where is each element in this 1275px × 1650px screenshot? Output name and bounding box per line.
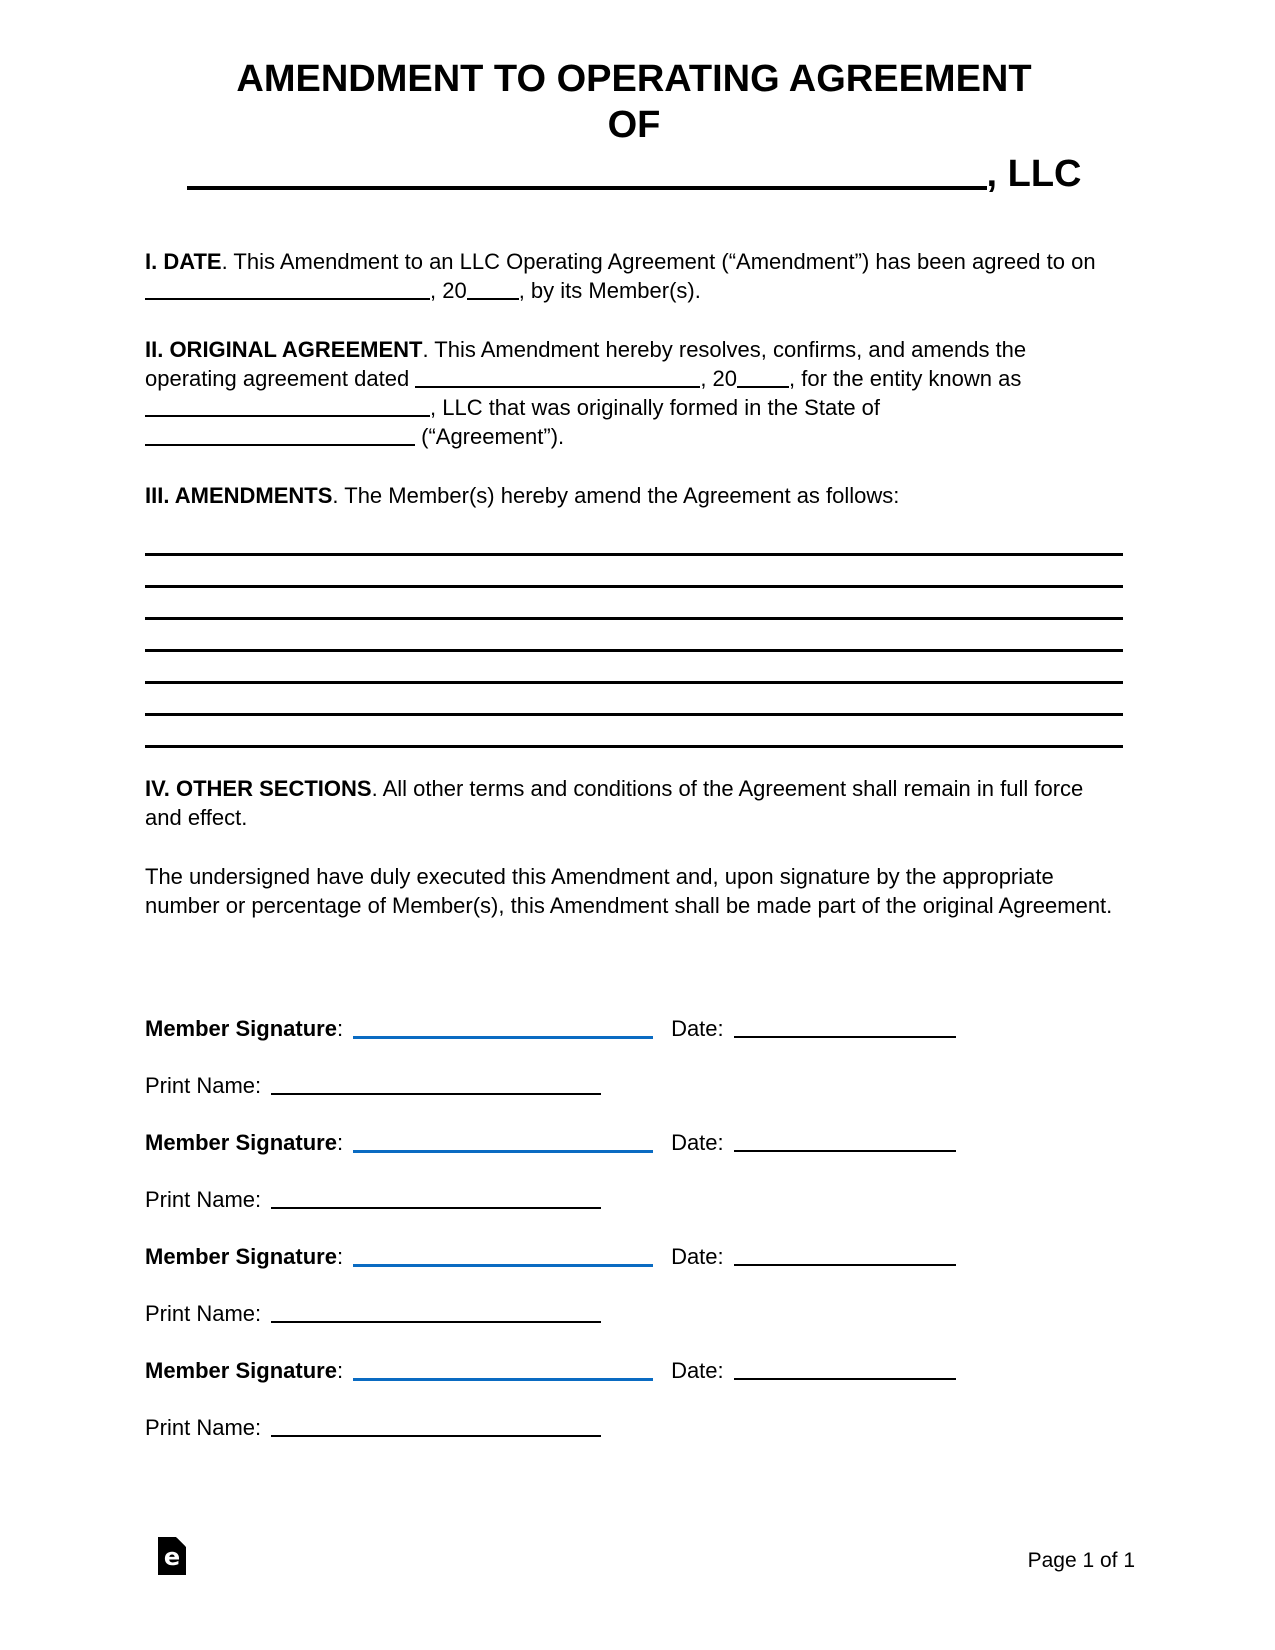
print-name-label: Print Name:	[145, 1415, 262, 1440]
document-title-line-2: OF	[607, 104, 661, 146]
company-name-field[interactable]	[187, 148, 987, 190]
print-name-field-4[interactable]	[271, 1413, 601, 1437]
amendment-lines	[145, 524, 1123, 748]
original-agreement-date-field[interactable]	[415, 364, 700, 388]
member-signature-row-1	[145, 1014, 1123, 1043]
member-signature-field-4[interactable]	[353, 1356, 653, 1381]
section-original-agreement-text-3: , for the entity known as	[789, 366, 1022, 391]
print-name-field-2[interactable]	[271, 1185, 601, 1209]
section-amendments-text-1: . The Member(s) hereby amend the Agreement as follows:	[332, 483, 900, 508]
member-signature-colon: :	[336, 1358, 344, 1383]
section-date-text-1: . This Amendment to an LLC Operating Agreement (“Amendment”) has been agreed to on	[221, 249, 1096, 274]
section-original-agreement	[145, 335, 1123, 451]
member-signature-field-3[interactable]	[353, 1242, 653, 1267]
member-signature-label: Member Signature	[145, 1016, 337, 1041]
member-signature-label: Member Signature	[145, 1130, 337, 1155]
member-signature-label: Member Signature	[145, 1244, 337, 1269]
amendment-line[interactable]	[145, 556, 1123, 588]
page-indicator: Page 1 of 1	[1027, 1549, 1135, 1572]
section-original-agreement-text-1: . This Amendment hereby resolves, confirms, and amends the operating agreement dated	[145, 337, 1027, 391]
print-name-label: Print Name:	[145, 1073, 262, 1098]
agreement-date-field[interactable]	[145, 276, 430, 300]
member-signature-field-1[interactable]	[353, 1014, 653, 1039]
entity-name-field[interactable]	[145, 393, 430, 417]
section-date	[145, 247, 1123, 305]
amendment-line[interactable]	[145, 684, 1123, 716]
amendment-line[interactable]	[145, 524, 1123, 556]
section-original-agreement-text-4: , LLC that was originally formed in the State of	[430, 395, 881, 420]
amendment-line[interactable]	[145, 588, 1123, 620]
section-date-heading: I. DATE	[145, 249, 222, 274]
amendment-line[interactable]	[145, 620, 1123, 652]
section-original-agreement-text-5: (“Agreement”).	[421, 424, 565, 449]
signature-date-field-3[interactable]	[734, 1242, 956, 1266]
date-label: Date:	[671, 1016, 724, 1041]
member-signature-row-4	[145, 1356, 1123, 1385]
section-date-text-3: , by its Member(s).	[518, 278, 701, 303]
original-agreement-year-field[interactable]	[737, 364, 789, 388]
signature-date-field-4[interactable]	[734, 1356, 956, 1380]
member-signature-colon: :	[336, 1016, 344, 1041]
print-name-field-3[interactable]	[271, 1299, 601, 1323]
section-original-agreement-heading: II. ORIGINAL AGREEMENT	[145, 337, 423, 362]
print-name-row-1	[145, 1071, 1123, 1100]
member-signature-colon: :	[336, 1244, 344, 1269]
document-title-line-1: AMENDMENT TO OPERATING AGREEMENT	[236, 58, 1032, 100]
eforms-logo	[158, 1537, 186, 1575]
print-name-label: Print Name:	[145, 1301, 262, 1326]
agreement-year-field[interactable]	[467, 276, 519, 300]
member-signature-colon: :	[336, 1130, 344, 1155]
section-other-sections-heading: IV. OTHER SECTIONS	[145, 776, 372, 801]
section-date-text-2: , 20	[430, 278, 467, 303]
print-name-row-3	[145, 1299, 1123, 1328]
print-name-label: Print Name:	[145, 1187, 262, 1212]
signature-area	[145, 1014, 1123, 1442]
date-label: Date:	[671, 1130, 724, 1155]
document-title	[145, 56, 1123, 197]
section-amendments-heading: III. AMENDMENTS	[145, 483, 333, 508]
signature-date-field-1[interactable]	[734, 1014, 956, 1038]
date-label: Date:	[671, 1358, 724, 1383]
document-title-line-3	[145, 148, 1123, 197]
date-label: Date:	[671, 1244, 724, 1269]
member-signature-label: Member Signature	[145, 1358, 337, 1383]
title-llc-suffix: , LLC	[986, 153, 1082, 195]
print-name-row-2	[145, 1185, 1123, 1214]
signature-date-field-2[interactable]	[734, 1128, 956, 1152]
section-amendments	[145, 481, 1123, 510]
member-signature-row-3	[145, 1242, 1123, 1271]
print-name-field-1[interactable]	[271, 1071, 601, 1095]
member-signature-field-2[interactable]	[353, 1128, 653, 1153]
formation-state-field[interactable]	[145, 422, 415, 446]
amendment-line[interactable]	[145, 652, 1123, 684]
member-signature-row-2	[145, 1128, 1123, 1157]
amendment-line[interactable]	[145, 716, 1123, 748]
print-name-row-4	[145, 1413, 1123, 1442]
eforms-logo-letter: e	[163, 1543, 181, 1571]
section-other-sections	[145, 774, 1123, 832]
section-original-agreement-text-2: , 20	[700, 366, 738, 391]
execution-paragraph: The undersigned have duly executed this Amendment and, upon signature by the appropriate number or percentage of Member(s), this Amendment shall be made part of the original Agreement.	[145, 864, 1113, 918]
section-other-sections-text-1: . All other terms and conditions of the Agreement shall remain in full force and effect.	[145, 776, 1084, 830]
